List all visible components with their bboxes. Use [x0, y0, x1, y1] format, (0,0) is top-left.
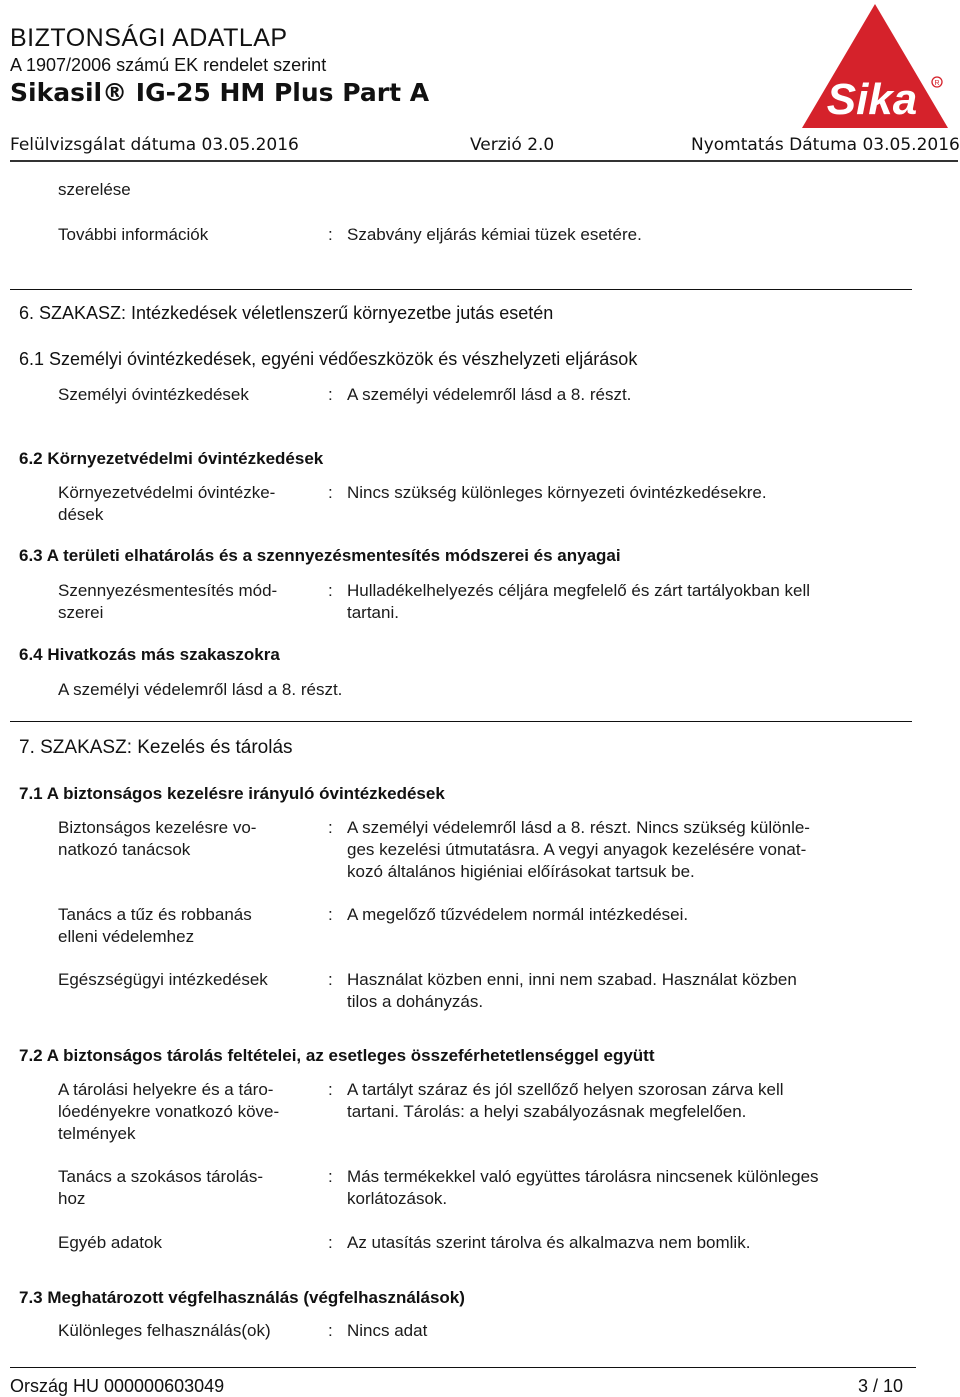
fire-protection-label-cont: elleni védelemhez [58, 927, 195, 946]
colon: : [328, 483, 333, 502]
further-info-label: További információk [58, 225, 209, 244]
storage-requirements-value: A tartályt száraz és jól szellőző helyen szorosan zárva kell [347, 1080, 784, 1099]
colon: : [328, 385, 333, 404]
header-divider [10, 160, 958, 162]
cleanup-methods-value: Hulladékelhelyezés céljára megfelelő és zárt tartályokban kell [347, 581, 811, 600]
colon: : [328, 1233, 333, 1252]
env-precautions-label: Környezetvédelmi óvintézke- [58, 483, 276, 502]
subsection-6-1-title: 6.1 Személyi óvintézkedések, egyéni védőeszközök és vészhelyzeti eljárások [19, 349, 638, 369]
cleanup-methods-label-cont: szerei [58, 603, 104, 622]
footer-divider [10, 1367, 916, 1368]
colon: : [328, 970, 333, 989]
colon: : [328, 581, 333, 600]
product-name: Sikasil® IG-25 HM Plus Part A [10, 78, 430, 107]
common-storage-label-cont: hoz [58, 1189, 86, 1208]
subsection-6-2-title: 6.2 Környezetvédelmi óvintézkedések [19, 449, 324, 468]
other-data-label: Egyéb adatok [58, 1233, 162, 1252]
further-info-value: Szabvány eljárás kémiai tüzek esetére. [347, 225, 642, 244]
regulation-subtitle: A 1907/2006 számú EK rendelet szerint [10, 55, 327, 75]
continued-text: szerelése [58, 180, 131, 199]
safe-handling-value: A személyi védelemről lásd a 8. részt. Nincs szükség különle- [347, 818, 810, 837]
specific-uses-label: Különleges felhasználás(ok) [58, 1321, 271, 1340]
sika-logo-icon [800, 2, 950, 130]
storage-requirements-label: A tárolási helyekre és a táro- [58, 1080, 274, 1099]
colon: : [328, 1080, 333, 1099]
subsection-7-1-title: 7.1 A biztonságos kezelésre irányuló óvintézkedések [19, 784, 445, 803]
common-storage-value-cont: korlátozások. [347, 1189, 448, 1208]
subsection-6-3-title: 6.3 A területi elhatárolás és a szennyezésmentesítés módszerei és anyagai [19, 546, 621, 565]
personal-precautions-value: A személyi védelemről lásd a 8. részt. [347, 385, 632, 404]
common-storage-value: Más termékekkel való együttes tárolásra nincsenek különleges [347, 1167, 819, 1186]
logo-wordmark: Sika [826, 75, 918, 124]
subsection-6-4-title: 6.4 Hivatkozás más szakaszokra [19, 645, 280, 664]
section-7-title: 7. SZAKASZ: Kezelés és tárolás [19, 737, 293, 758]
storage-requirements-label-cont: telmények [58, 1124, 136, 1143]
storage-requirements-value-cont: tartani. Tárolás: a helyi szabályozásnak megfelelően. [347, 1102, 747, 1121]
subsection-7-2-title: 7.2 A biztonságos tárolás feltételei, az esetleges összeférhetetlenséggel együtt [19, 1046, 655, 1065]
personal-precautions-label: Személyi óvintézkedések [58, 385, 249, 404]
revision-date: Felülvizsgálat dátuma 03.05.2016 [10, 135, 299, 155]
colon: : [328, 818, 333, 837]
hygiene-measures-value: Használat közben enni, inni nem szabad. Használat közben [347, 970, 797, 989]
page-number: 3 / 10 [858, 1376, 904, 1396]
colon: : [328, 1167, 333, 1186]
reference-text: A személyi védelemről lásd a 8. részt. [58, 680, 343, 699]
fire-protection-value: A megelőző tűzvédelem normál intézkedései. [347, 905, 689, 924]
safe-handling-value-cont: ges kezelési útmutatásra. A vegyi anyagok kezelésére vonat- [347, 840, 807, 859]
version-label: Verzió 2.0 [470, 135, 555, 155]
common-storage-label: Tanács a szokásos tárolás- [58, 1167, 264, 1186]
storage-requirements-label-cont: lóedényekre vonatkozó köve- [58, 1102, 280, 1121]
hygiene-measures-value-cont: tilos a dohányzás. [347, 992, 484, 1011]
safe-handling-label-cont: natkozó tanácsok [58, 840, 191, 859]
country-code: Ország HU 000000603049 [10, 1376, 225, 1396]
section-divider [10, 721, 912, 722]
subsection-7-3-title: 7.3 Meghatározott végfelhasználás (végfelhasználások) [19, 1288, 465, 1307]
safe-handling-value-cont: kozó általános higiéniai előírásokat tartsuk be. [347, 862, 695, 881]
document-title: BIZTONSÁGI ADATLAP [10, 24, 288, 52]
specific-uses-value: Nincs adat [347, 1321, 428, 1340]
section-6-title: 6. SZAKASZ: Intézkedések véletlenszerű környezetbe jutás esetén [19, 303, 554, 323]
colon: : [328, 1321, 333, 1340]
svg-text:R: R [934, 80, 940, 87]
section-divider [10, 289, 912, 290]
cleanup-methods-value-cont: tartani. [347, 603, 399, 622]
env-precautions-label-cont: dések [58, 505, 104, 524]
print-date: Nyomtatás Dátuma 03.05.2016 [691, 135, 960, 155]
fire-protection-label: Tanács a tűz és robbanás [58, 905, 252, 924]
other-data-value: Az utasítás szerint tárolva és alkalmazva nem bomlik. [347, 1233, 751, 1252]
colon: : [328, 905, 333, 924]
safe-handling-label: Biztonságos kezelésre vo- [58, 818, 257, 837]
cleanup-methods-label: Szennyezésmentesítés mód- [58, 581, 278, 600]
colon: : [328, 225, 333, 244]
env-precautions-value: Nincs szükség különleges környezeti óvintézkedésekre. [347, 483, 767, 502]
hygiene-measures-label: Egészségügyi intézkedések [58, 970, 268, 989]
